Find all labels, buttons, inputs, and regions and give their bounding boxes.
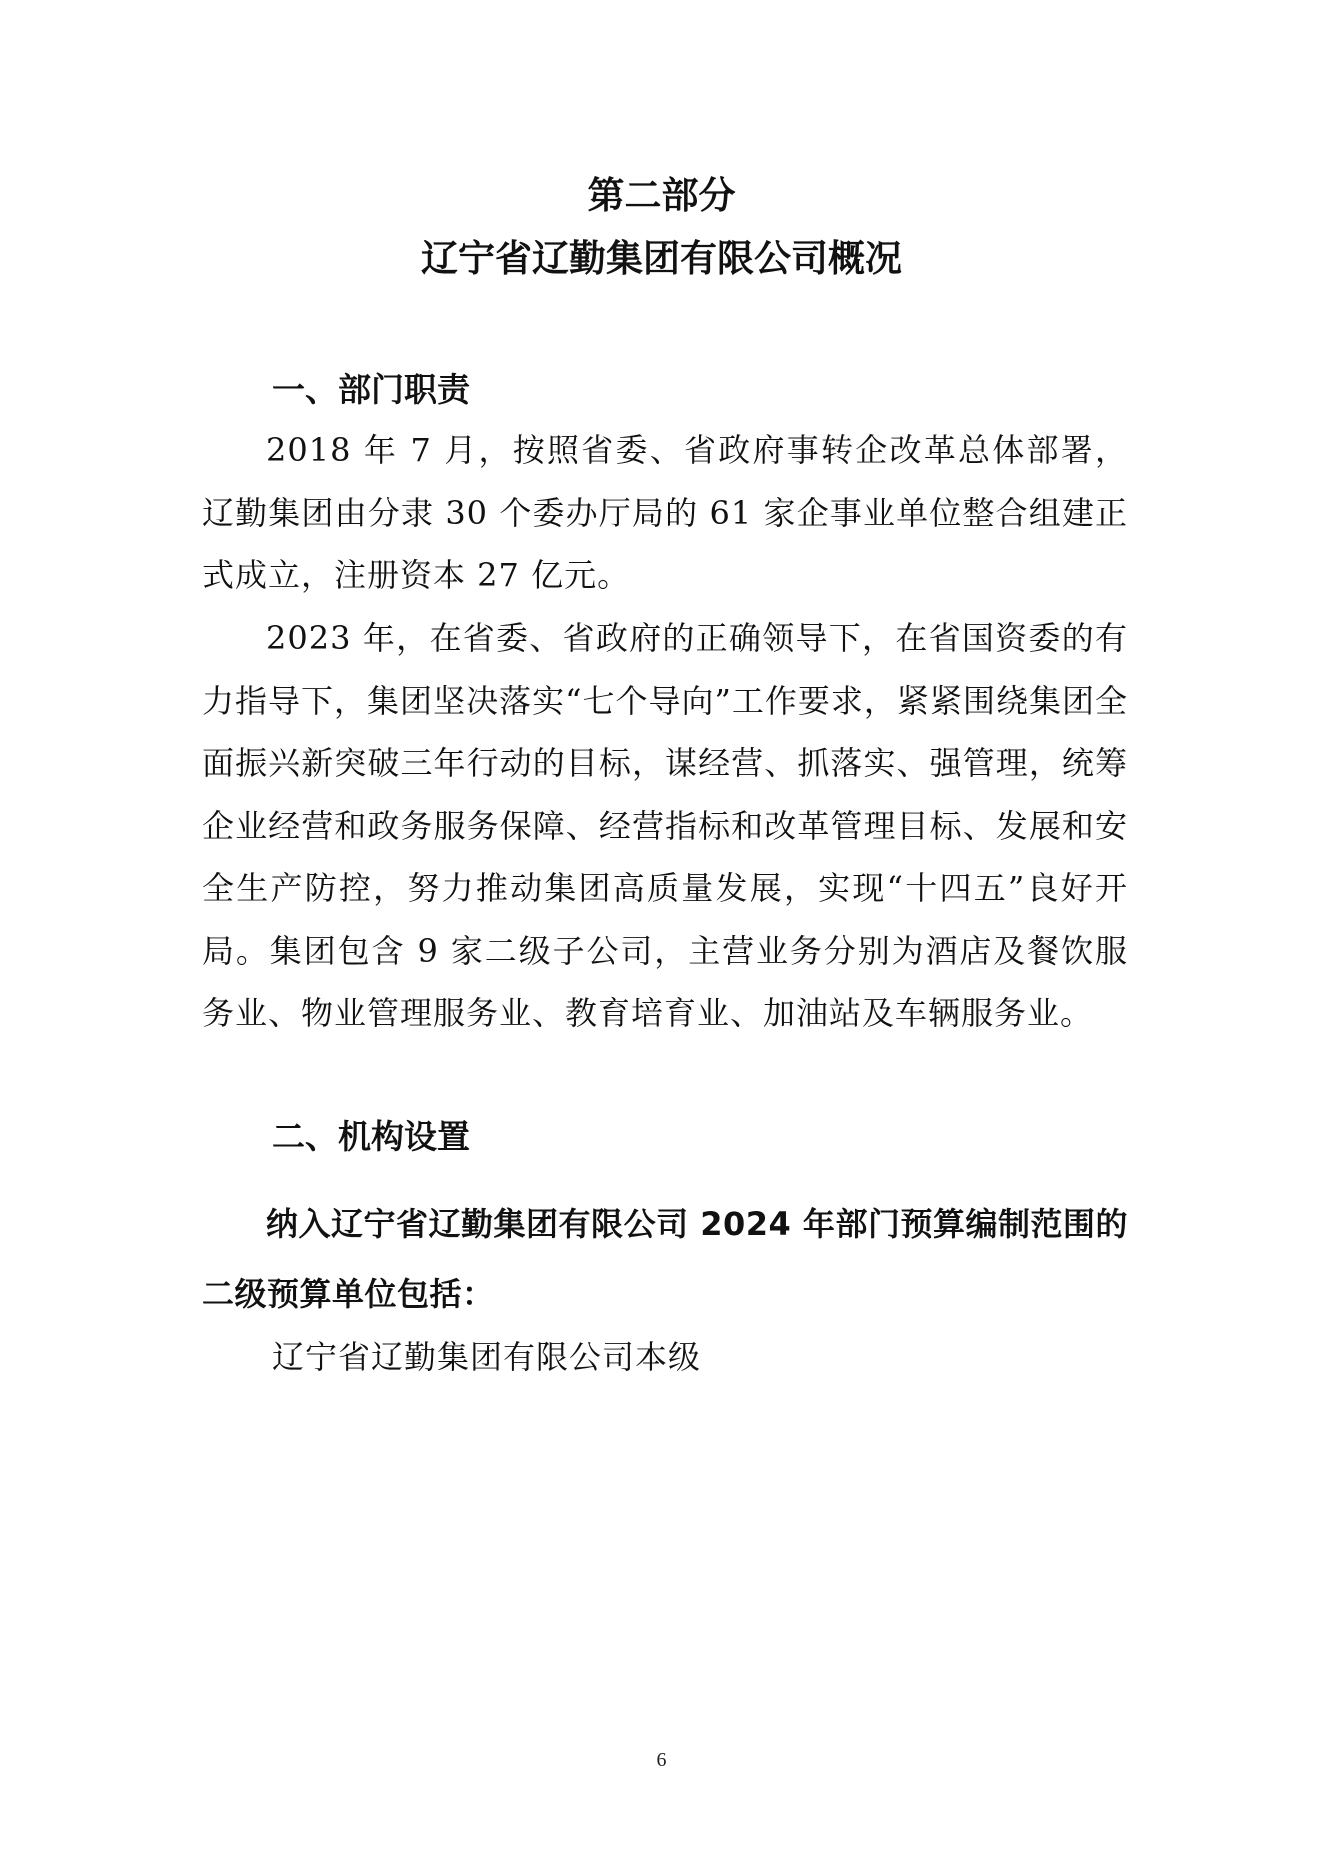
part-title: 第二部分 (587, 174, 736, 217)
duties-paragraph-1: 2018 年 7 月，按照省委、省政府事转企改革总体部署，辽勤集团由分隶 30 个委办厅局的 61 家企事业单位整合组建正式成立，注册资本 27 亿元。 (202, 431, 1128, 594)
duties-paragraph-2: 2023 年，在省委、省政府的正确领导下，在省国资委的有力指导下，集团坚决落实“七个导向”工作要求，紧紧围绕集团全面振兴新突破三年行动的目标，谋经营、抓落实、强管理，统筹企业经营和政务服务保障、经营指标和改革管理目标、发展和安全生产防控，努力推动集团高质量发展，实现“十四五”良好开局。集团包含 9 家二级子公司，主营业务分别为酒店及餐饮服务业、物业管理服务业、教育培育业、加油站及车辆服务业。 (202, 619, 1128, 1032)
section-heading-duties: 一、部门职责 (272, 370, 470, 409)
organization-intro-paragraph: 纳入辽宁省辽勤集团有限公司 2024 年部门预算编制范围的二级预算单位包括： (202, 1205, 1128, 1313)
page-number: 6 (656, 1749, 667, 1771)
company-overview-title: 辽宁省辽勤集团有限公司概况 (421, 237, 902, 280)
section-heading-organization: 二、机构设置 (272, 1117, 470, 1156)
budget-unit-item: 辽宁省辽勤集团有限公司本级 (272, 1338, 702, 1376)
